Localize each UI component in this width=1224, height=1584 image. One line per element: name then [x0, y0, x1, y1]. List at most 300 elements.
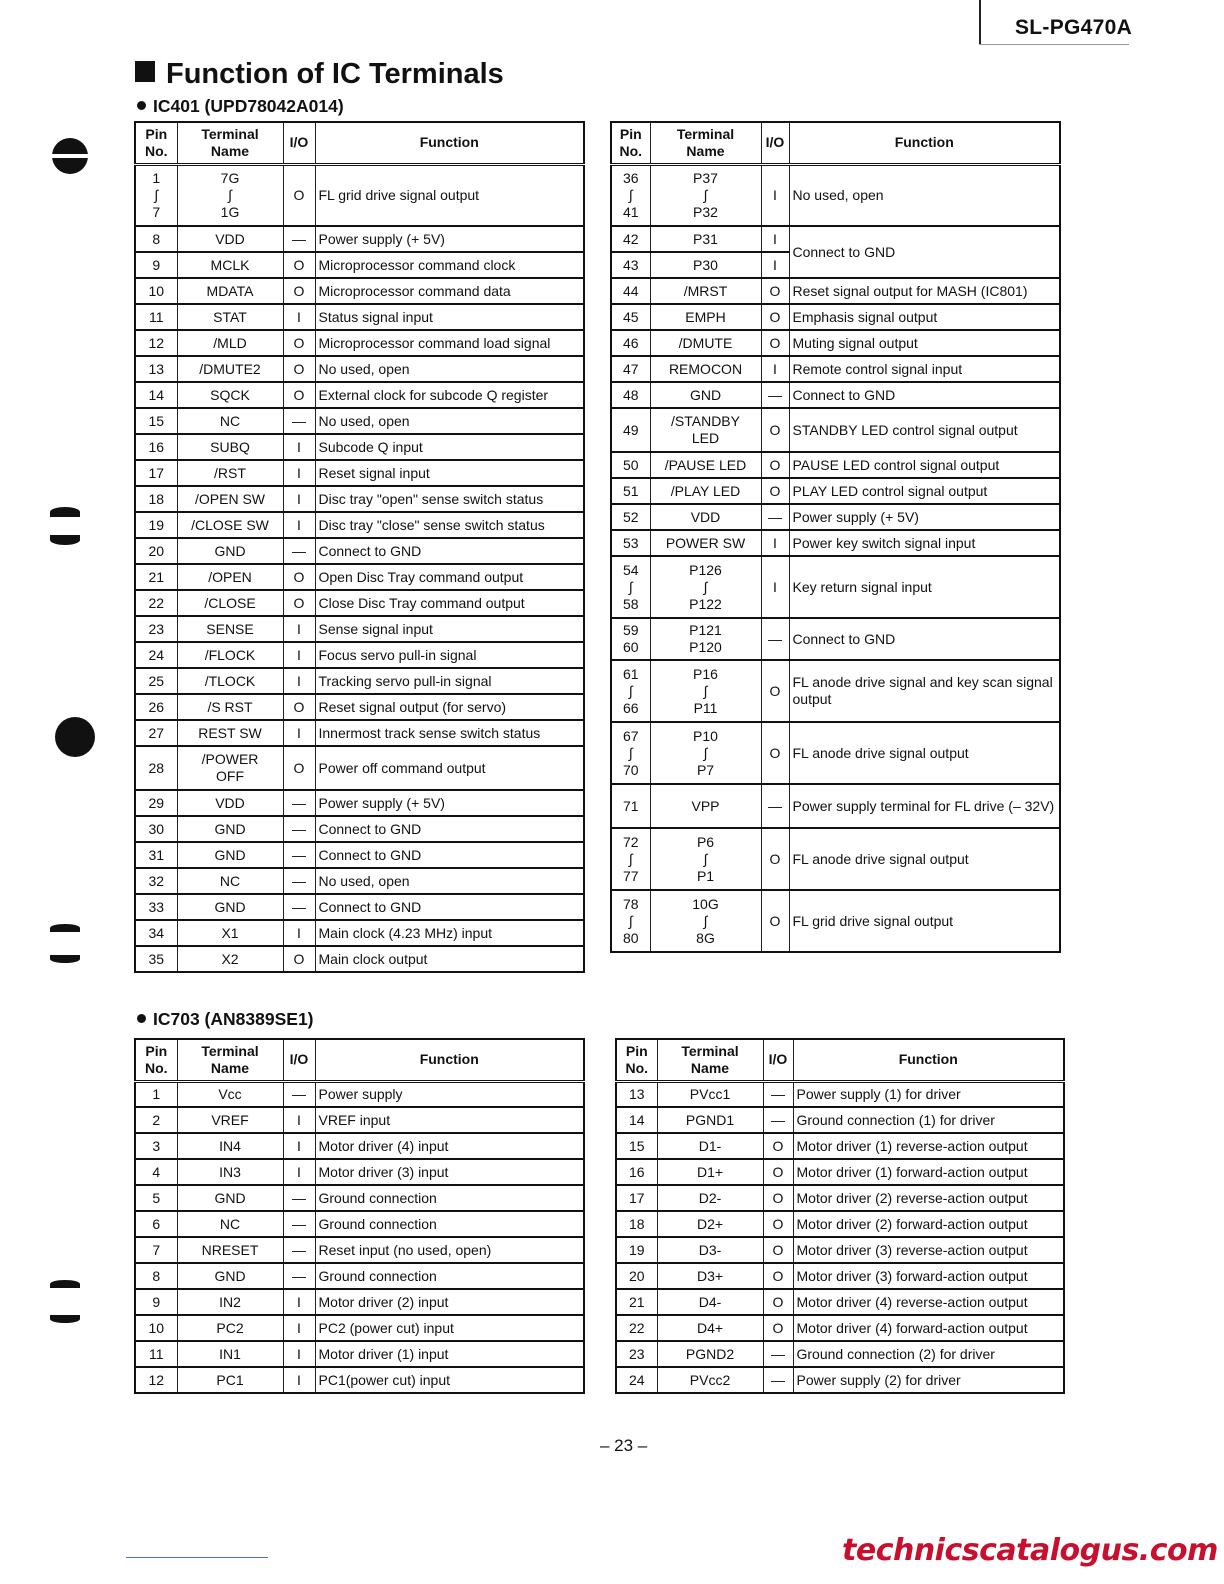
terminal-name: MCLK: [177, 252, 283, 278]
table-row: [135, 920, 584, 946]
terminal-name: /PAUSE LED: [650, 452, 761, 478]
function-description: Microprocessor command clock: [315, 252, 584, 278]
terminal-name: /OPEN SW: [177, 486, 283, 512]
function-description: Connect to GND: [315, 894, 584, 920]
io-type: —: [283, 1185, 315, 1211]
cell-line: 60: [622, 639, 639, 655]
terminal-name: [650, 722, 761, 784]
cell-line: OFF: [216, 768, 244, 784]
table-row: [616, 1341, 1064, 1367]
io-type: I: [283, 460, 315, 486]
io-type: O: [763, 1263, 793, 1289]
pin-number: 7: [135, 1237, 177, 1263]
terminal-name: [177, 746, 283, 790]
pin-number: 47: [611, 356, 650, 382]
function-description: Motor driver (1) input: [315, 1341, 584, 1367]
table-header-row: [135, 1039, 584, 1081]
function-description: Ground connection: [315, 1211, 584, 1237]
col-header-io: I/O: [283, 1039, 315, 1081]
function-description: VREF input: [315, 1107, 584, 1133]
io-type: —: [283, 1081, 315, 1107]
ic703-heading-text: IC703 (AN8389SE1): [153, 1009, 314, 1029]
io-type: I: [283, 1289, 315, 1315]
pin-number: 2: [135, 1107, 177, 1133]
pin-number: 52: [611, 504, 650, 530]
io-type: —: [761, 618, 789, 660]
table-row: [135, 1185, 584, 1211]
terminal-name: GND: [177, 1263, 283, 1289]
io-type: O: [761, 890, 789, 952]
pin-number: [611, 556, 650, 618]
pin-number: 17: [616, 1185, 657, 1211]
io-type: I: [761, 252, 789, 278]
table-row: [135, 1289, 584, 1315]
col-header-pin-bottom: No.: [144, 1059, 168, 1076]
table-row: [611, 660, 1060, 722]
pin-number: 25: [135, 668, 177, 694]
io-type: O: [761, 304, 789, 330]
terminal-name: PGND2: [657, 1341, 763, 1367]
pin-number: 12: [135, 1367, 177, 1393]
cell-line: LED: [691, 430, 720, 446]
cell-line: ∫: [703, 682, 708, 699]
table-row: [135, 1133, 584, 1159]
pin-number: 15: [135, 408, 177, 434]
io-type: I: [761, 226, 789, 252]
terminal-name: /DMUTE: [650, 330, 761, 356]
io-type: —: [283, 894, 315, 920]
io-type: I: [283, 642, 315, 668]
io-type: —: [283, 1237, 315, 1263]
io-type: O: [283, 590, 315, 616]
punch-hole-gap: [46, 154, 94, 158]
table-header-row: [611, 122, 1060, 164]
function-description: Motor driver (4) forward-action output: [793, 1315, 1064, 1341]
terminal-name: /OPEN: [177, 564, 283, 590]
pin-number: 46: [611, 330, 650, 356]
pin-number: 10: [135, 1315, 177, 1341]
cell-line: ∫: [703, 912, 708, 929]
table-row: [616, 1081, 1064, 1107]
col-header-pin-bottom: No.: [625, 1059, 649, 1076]
cell-line: 7G: [220, 169, 240, 186]
cell-line: /STANDBY: [671, 413, 740, 429]
table-row: [611, 356, 1060, 382]
table-row: [616, 1289, 1064, 1315]
pin-number: 19: [616, 1237, 657, 1263]
terminal-name: D3-: [657, 1237, 763, 1263]
function-description: Microprocessor command data: [315, 278, 584, 304]
col-header-terminal: [177, 1039, 283, 1081]
col-header-pin: [616, 1039, 657, 1081]
terminal-name: D4+: [657, 1315, 763, 1341]
pin-number: 26: [135, 694, 177, 720]
function-description: Open Disc Tray command output: [315, 564, 584, 590]
page-number: – 23 –: [600, 1436, 648, 1455]
io-type: —: [763, 1081, 793, 1107]
pin-number: [611, 660, 650, 722]
table-row: [135, 278, 584, 304]
table-row: [611, 408, 1060, 452]
pin-number: 22: [616, 1315, 657, 1341]
io-type: I: [283, 1315, 315, 1341]
col-header-pin: [611, 122, 650, 164]
table-row: [135, 842, 584, 868]
io-type: O: [761, 452, 789, 478]
function-description: Status signal input: [315, 304, 584, 330]
terminal-name: P31: [650, 226, 761, 252]
io-type: O: [283, 694, 315, 720]
pin-number: 20: [135, 538, 177, 564]
function-description: Power supply (1) for driver: [793, 1081, 1064, 1107]
function-description: Emphasis signal output: [789, 304, 1060, 330]
function-description: Motor driver (4) input: [315, 1133, 584, 1159]
col-header-pin-top: Pin: [145, 1042, 168, 1059]
terminal-name: D1+: [657, 1159, 763, 1185]
function-description: Reset signal output (for servo): [315, 694, 584, 720]
pin-number: 71: [611, 784, 650, 828]
io-type: O: [763, 1211, 793, 1237]
io-type: —: [283, 1211, 315, 1237]
function-description: PAUSE LED control signal output: [789, 452, 1060, 478]
io-type: O: [761, 722, 789, 784]
terminal-name: STAT: [177, 304, 283, 330]
ic703-table-left: [134, 1038, 585, 1394]
terminal-name: PVcc1: [657, 1081, 763, 1107]
terminal-name: /FLOCK: [177, 642, 283, 668]
cell-line: 59: [622, 622, 639, 638]
function-description: Power supply (+ 5V): [789, 504, 1060, 530]
pin-number: 21: [616, 1289, 657, 1315]
terminal-name: GND: [177, 816, 283, 842]
function-description: Subcode Q input: [315, 434, 584, 460]
pin-number: 16: [616, 1159, 657, 1185]
table-row: [611, 784, 1060, 828]
table-row: [135, 1263, 584, 1289]
table-row: [135, 382, 584, 408]
function-description: PC2 (power cut) input: [315, 1315, 584, 1341]
terminal-name: NC: [177, 868, 283, 894]
cell-line: P120: [689, 639, 722, 655]
terminal-name: IN1: [177, 1341, 283, 1367]
terminal-name: D2-: [657, 1185, 763, 1211]
function-description: FL grid drive signal output: [789, 890, 1060, 952]
pin-number: 17: [135, 460, 177, 486]
col-header-pin-top: Pin: [145, 125, 168, 142]
io-type: I: [283, 1133, 315, 1159]
io-type: O: [761, 660, 789, 722]
terminal-name: /MLD: [177, 330, 283, 356]
table-row: [135, 564, 584, 590]
col-header-terminal-top: Terminal: [201, 1042, 259, 1059]
pin-number: 20: [616, 1263, 657, 1289]
table-row: [611, 382, 1060, 408]
punch-hole-mark: [50, 955, 80, 963]
io-type: —: [761, 784, 789, 828]
function-description: Microprocessor command load signal: [315, 330, 584, 356]
function-description: No used, open: [315, 356, 584, 382]
terminal-name: IN4: [177, 1133, 283, 1159]
function-description: Sense signal input: [315, 616, 584, 642]
table-header-row: [616, 1039, 1064, 1081]
pin-number: 4: [135, 1159, 177, 1185]
col-header-function: Function: [789, 122, 1060, 164]
pin-number: 45: [611, 304, 650, 330]
pin-number: 15: [616, 1133, 657, 1159]
function-description: Power supply terminal for FL drive (– 32V): [789, 784, 1060, 828]
terminal-name: GND: [177, 842, 283, 868]
cell-line: P126: [689, 561, 722, 578]
table-row: [135, 356, 584, 382]
col-header-terminal-bottom: Name: [686, 142, 725, 159]
io-type: I: [761, 556, 789, 618]
pin-number: 23: [616, 1341, 657, 1367]
pin-number: 14: [135, 382, 177, 408]
function-description: Reset input (no used, open): [315, 1237, 584, 1263]
function-description: Main clock output: [315, 946, 584, 972]
cell-line: 70: [622, 761, 639, 778]
cell-line: ∫: [628, 186, 633, 203]
io-type: O: [283, 252, 315, 278]
col-header-pin: [135, 1039, 177, 1081]
function-description: Tracking servo pull-in signal: [315, 668, 584, 694]
table-row: [616, 1107, 1064, 1133]
pin-number: 12: [135, 330, 177, 356]
punch-hole-mark: [50, 924, 80, 932]
io-type: I: [283, 920, 315, 946]
function-description: Power supply: [315, 1081, 584, 1107]
cell-line: ∫: [703, 850, 708, 867]
punch-hole-mark: [55, 717, 95, 757]
function-description: Motor driver (2) input: [315, 1289, 584, 1315]
pin-number: 5: [135, 1185, 177, 1211]
terminal-name: SQCK: [177, 382, 283, 408]
terminal-name: X2: [177, 946, 283, 972]
terminal-name: NC: [177, 408, 283, 434]
col-header-terminal-top: Terminal: [676, 125, 735, 142]
terminal-name: VDD: [177, 226, 283, 252]
pin-number: 18: [616, 1211, 657, 1237]
cell-line: P1: [696, 867, 715, 884]
function-description: Motor driver (3) input: [315, 1159, 584, 1185]
pin-number: 28: [135, 746, 177, 790]
function-description: Power off command output: [315, 746, 584, 790]
table-row: [611, 618, 1060, 660]
table-row: [616, 1263, 1064, 1289]
function-description: Ground connection: [315, 1263, 584, 1289]
pin-number: 51: [611, 478, 650, 504]
terminal-name: REST SW: [177, 720, 283, 746]
table-row: [616, 1211, 1064, 1237]
table-row: [616, 1159, 1064, 1185]
col-header-terminal-top: Terminal: [681, 1042, 739, 1059]
col-header-function: Function: [315, 1039, 584, 1081]
cell-line: ∫: [228, 186, 232, 203]
terminal-name: NRESET: [177, 1237, 283, 1263]
table-row: [616, 1133, 1064, 1159]
terminal-name: [650, 660, 761, 722]
cell-line: P122: [689, 595, 722, 612]
ic401-heading: [137, 96, 344, 117]
header-underline: [979, 44, 1129, 45]
col-header-terminal-top: Terminal: [201, 125, 259, 142]
pin-number: 10: [135, 278, 177, 304]
io-type: —: [763, 1341, 793, 1367]
cell-line: 10G: [692, 895, 719, 912]
terminal-name: [650, 164, 761, 226]
function-description: No used, open: [789, 164, 1060, 226]
io-type: —: [283, 816, 315, 842]
pin-number: [611, 828, 650, 890]
terminal-name: /TLOCK: [177, 668, 283, 694]
col-header-terminal: [177, 122, 283, 164]
col-header-pin: [135, 122, 177, 164]
terminal-name: PC1: [177, 1367, 283, 1393]
col-header-terminal-bottom: Name: [690, 1059, 730, 1076]
page-title: [135, 58, 504, 91]
table-row: [135, 694, 584, 720]
table-row: [611, 556, 1060, 618]
function-description: Connect to GND: [789, 618, 1060, 660]
terminal-name: Vcc: [177, 1081, 283, 1107]
terminal-name: X1: [177, 920, 283, 946]
col-header-io: I/O: [761, 122, 789, 164]
cell-line: ∫: [703, 186, 708, 203]
function-description: Main clock (4.23 MHz) input: [315, 920, 584, 946]
table-row: [135, 1159, 584, 1185]
table-row: [135, 226, 584, 252]
terminal-name: D3+: [657, 1263, 763, 1289]
io-type: O: [763, 1315, 793, 1341]
table-row: [135, 512, 584, 538]
pin-number: 42: [611, 226, 650, 252]
function-description: Innermost track sense switch status: [315, 720, 584, 746]
terminal-name: VPP: [650, 784, 761, 828]
pin-number: 29: [135, 790, 177, 816]
table-row: [611, 164, 1060, 226]
terminal-name: [650, 618, 761, 660]
io-type: O: [763, 1133, 793, 1159]
io-type: —: [283, 226, 315, 252]
io-type: —: [283, 1263, 315, 1289]
table-row: [616, 1367, 1064, 1393]
terminal-name: SUBQ: [177, 434, 283, 460]
terminal-name: VDD: [650, 504, 761, 530]
pin-number: 49: [611, 408, 650, 452]
pin-number: 13: [135, 356, 177, 382]
function-description: External clock for subcode Q register: [315, 382, 584, 408]
table-row: [135, 434, 584, 460]
terminal-name: IN3: [177, 1159, 283, 1185]
io-type: I: [283, 720, 315, 746]
pin-number: 35: [135, 946, 177, 972]
cell-line: 36: [622, 169, 639, 186]
io-type: I: [283, 304, 315, 330]
io-type: —: [763, 1107, 793, 1133]
table-row: [611, 504, 1060, 530]
table-row: [135, 868, 584, 894]
terminal-name: POWER SW: [650, 530, 761, 556]
punch-hole-mark: [50, 1280, 80, 1288]
pin-number: [611, 890, 650, 952]
terminal-name: SENSE: [177, 616, 283, 642]
cell-line: 78: [622, 895, 639, 912]
io-type: O: [763, 1185, 793, 1211]
cell-line: 66: [622, 699, 639, 716]
io-type: I: [283, 1159, 315, 1185]
table-row: [135, 1211, 584, 1237]
header-divider: [979, 0, 981, 44]
col-header-pin-bottom: No.: [619, 142, 643, 159]
function-description: Motor driver (1) reverse-action output: [793, 1133, 1064, 1159]
io-type: O: [283, 946, 315, 972]
cell-line: 67: [622, 727, 639, 744]
cell-line: 61: [622, 665, 639, 682]
io-type: I: [761, 356, 789, 382]
cell-line: 54: [622, 561, 639, 578]
table-row: [616, 1185, 1064, 1211]
table-row: [135, 946, 584, 972]
ic401-table-right: [610, 121, 1061, 953]
col-header-terminal: [650, 122, 761, 164]
terminal-name: PGND1: [657, 1107, 763, 1133]
cell-line: 80: [622, 929, 639, 946]
cell-line: 41: [622, 203, 639, 220]
io-type: —: [761, 382, 789, 408]
io-type: I: [283, 616, 315, 642]
io-type: O: [761, 278, 789, 304]
cell-line: ∫: [628, 682, 633, 699]
pin-number: 8: [135, 226, 177, 252]
table-row: [616, 1237, 1064, 1263]
terminal-name: [650, 556, 761, 618]
watermark: technicscatalogus.com: [842, 1533, 1218, 1568]
table-row: [135, 1367, 584, 1393]
function-description: Power supply (+ 5V): [315, 226, 584, 252]
table-row: [135, 720, 584, 746]
terminal-name: GND: [177, 1185, 283, 1211]
pin-number: 18: [135, 486, 177, 512]
pin-number: 24: [135, 642, 177, 668]
cell-line: ∫: [703, 744, 708, 761]
ic703-table-right: [615, 1038, 1065, 1394]
cell-line: 8G: [696, 929, 715, 946]
pin-number: 50: [611, 452, 650, 478]
function-description: Power supply (+ 5V): [315, 790, 584, 816]
terminal-name: [177, 164, 283, 226]
table-row: [611, 304, 1060, 330]
model-number: SL-PG470A: [1015, 16, 1133, 39]
table-row: [611, 226, 1060, 252]
table-row: [616, 1315, 1064, 1341]
cell-line: 72: [622, 833, 639, 850]
col-header-terminal-bottom: Name: [210, 142, 250, 159]
function-description: Power supply (2) for driver: [793, 1367, 1064, 1393]
table-row: [135, 746, 584, 790]
cell-line: P37: [693, 169, 718, 186]
function-description: Motor driver (2) reverse-action output: [793, 1185, 1064, 1211]
io-type: —: [283, 790, 315, 816]
col-header-pin-top: Pin: [619, 125, 642, 142]
pin-number: 13: [616, 1081, 657, 1107]
table-header-row: [135, 122, 584, 164]
table-row: [135, 790, 584, 816]
terminal-name: PC2: [177, 1315, 283, 1341]
terminal-name: /DMUTE2: [177, 356, 283, 382]
pin-number: 11: [135, 304, 177, 330]
col-header-terminal: [657, 1039, 763, 1081]
io-type: I: [283, 668, 315, 694]
